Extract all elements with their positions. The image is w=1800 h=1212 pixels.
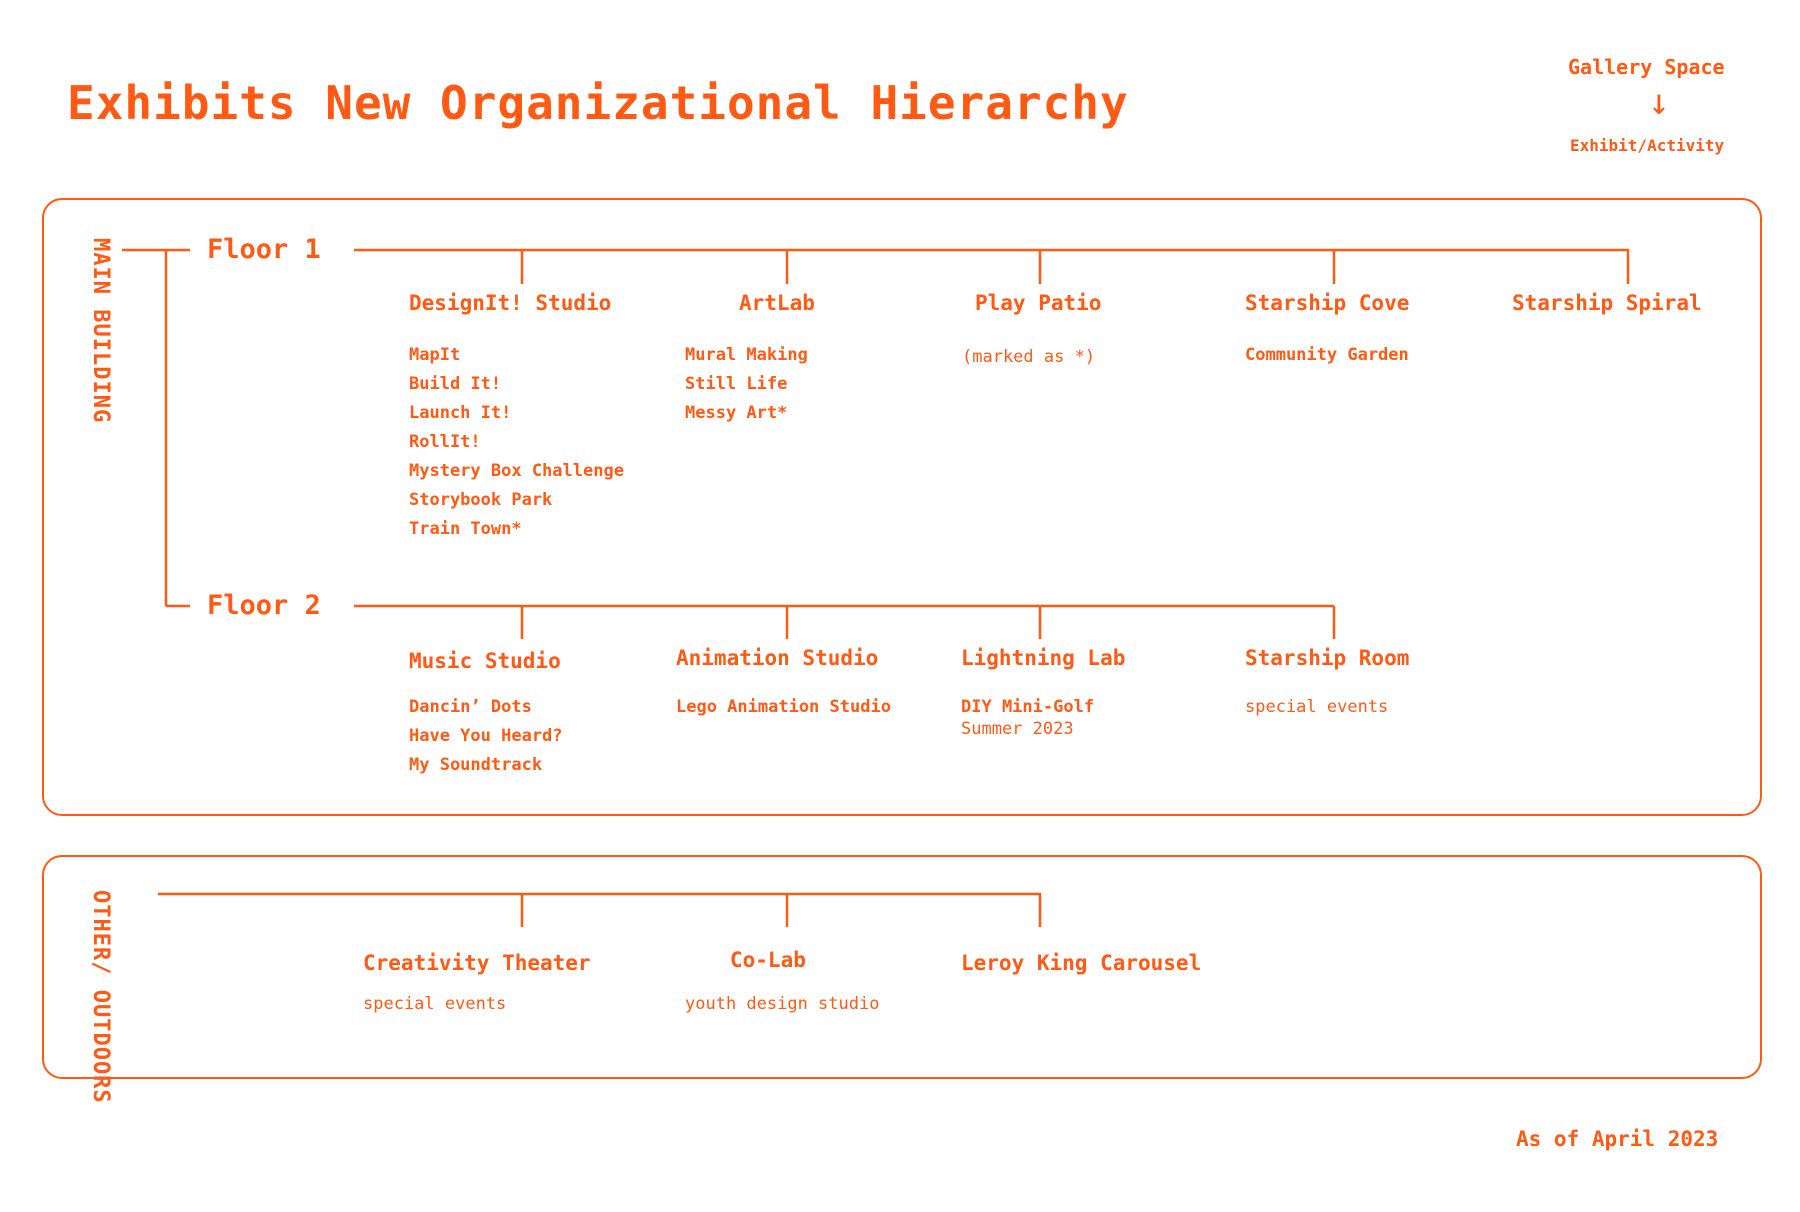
exhibit-item: Dancin’ Dots (409, 697, 532, 717)
gallery-designit-studio: DesignIt! Studio (409, 291, 612, 315)
exhibit-item: My Soundtrack (409, 755, 543, 775)
designit-exhibit-list (409, 341, 624, 544)
gallery-co-lab: Co-Lab (730, 948, 806, 972)
gallery-starship-room: Starship Room (1245, 646, 1410, 670)
exhibit-item: Messy Art* (685, 403, 788, 423)
gallery-starship-cove: Starship Cove (1245, 291, 1410, 315)
play-patio-note: (marked as *) (962, 347, 1096, 367)
exhibit-item: Mural Making (685, 345, 808, 365)
exhibit-item: DIY Mini-Golf (961, 697, 1095, 717)
floor-2-label: Floor 2 (207, 590, 321, 621)
exhibit-item: Community Garden (1245, 345, 1409, 365)
as-of-date: As of April 2023 (1516, 1127, 1719, 1151)
exhibit-item: Lego Animation Studio (676, 697, 891, 717)
gallery-music-studio: Music Studio (409, 649, 561, 673)
legend-gallery-space: Gallery Space (1568, 55, 1725, 79)
exhibit-item: Train Town* (409, 519, 522, 539)
gallery-leroy-king-carousel: Leroy King Carousel (961, 951, 1202, 975)
floor-1-label: Floor 1 (207, 234, 321, 265)
music-exhibit-list (409, 693, 563, 780)
other-outdoors-label: OTHER/ OUTDOORS (88, 890, 113, 1104)
legend-exhibit-activity: Exhibit/Activity (1570, 136, 1725, 155)
exhibit-item: Have You Heard? (409, 726, 563, 746)
exhibit-item: Storybook Park (409, 490, 553, 510)
gallery-artlab: ArtLab (739, 291, 815, 315)
exhibit-item: Build It! (409, 374, 502, 394)
exhibit-item: MapIt (409, 345, 461, 365)
creativity-theater-note: special events (363, 994, 507, 1014)
starship-room-note: special events (1245, 697, 1389, 717)
gallery-lightning-lab: Lightning Lab (961, 646, 1126, 670)
exhibit-item: Launch It! (409, 403, 512, 423)
co-lab-note: youth design studio (685, 994, 880, 1014)
main-building-label: MAIN BUILDING (88, 238, 113, 424)
legend-arrow-down-icon: ↓ (1648, 82, 1670, 123)
exhibit-item: Mystery Box Challenge (409, 461, 624, 481)
exhibit-item: RollIt! (409, 432, 481, 452)
exhibit-item: Still Life (685, 374, 788, 394)
lightning-lab-note: Summer 2023 (961, 719, 1074, 739)
gallery-starship-spiral: Starship Spiral (1512, 291, 1702, 315)
gallery-play-patio: Play Patio (975, 291, 1102, 315)
gallery-animation-studio: Animation Studio (676, 646, 879, 670)
page-title: Exhibits New Organizational Hierarchy (67, 76, 1129, 130)
artlab-exhibit-list (685, 341, 808, 428)
gallery-creativity-theater: Creativity Theater (363, 951, 591, 975)
